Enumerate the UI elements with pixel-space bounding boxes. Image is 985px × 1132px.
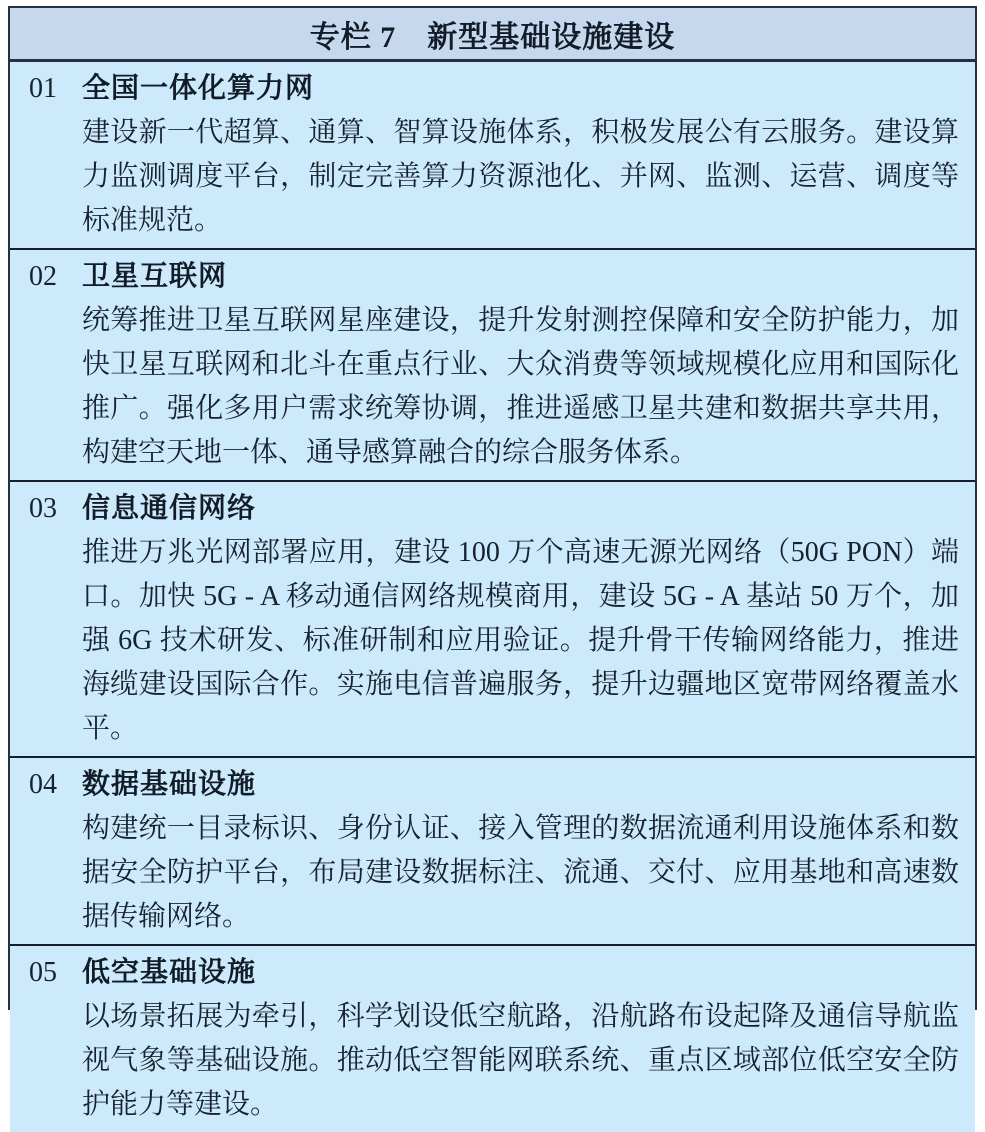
section-body: 建设新一代超算、通算、智算设施体系，积极发展公有云服务。建设算力监测调度平台，制定完善算力资源池化、并网、监测、运营、调度等标准规范。 <box>82 117 959 236</box>
box-title-bar <box>10 8 975 62</box>
section-body: 统筹推进卫星互联网星座建设，提升发射测控保障和安全防护能力，加快卫星互联网和北斗在重点行业、大众消费等领域规模化应用和国际化推广。强化多用户需求统筹协调，推进遥感卫星共建和数据共享共用，构建空天地一体、通导感算融合的综合服务体系。 <box>82 305 959 468</box>
section-body: 推进万兆光网部署应用，建设 100 万个高速无源光网络（50G PON）端口。加快 5G - A 移动通信网络规模商用，建设 5G - A 基站 50 万个，加强 6G 技术研发、标准研制和应用验证。提升骨干传输网络能力，推进海缆建设国际合作。实施电信普遍服务，提升边疆地区宽带网络覆盖水平。 <box>82 537 959 744</box>
section-computing-network <box>10 62 975 250</box>
section-heading: 低空基础设施 <box>82 957 257 988</box>
section-header <box>10 487 975 531</box>
section-header <box>10 951 975 995</box>
section-info-communication-network <box>10 482 975 758</box>
section-body: 以场景拓展为牵引，科学划设低空航路，沿航路布设起降及通信导航监视气象等基础设施。推动低空智能网联系统、重点区域部位低空安全防护能力等建设。 <box>82 1001 959 1120</box>
section-number: 05 <box>29 957 57 988</box>
section-number: 03 <box>29 493 57 524</box>
section-heading: 卫星互联网 <box>82 261 228 292</box>
section-data-infrastructure <box>10 758 975 946</box>
section-header <box>10 255 975 299</box>
infrastructure-box <box>8 6 977 1120</box>
section-low-altitude-infrastructure <box>10 946 975 1132</box>
section-heading: 信息通信网络 <box>82 493 257 524</box>
section-number: 01 <box>29 73 57 104</box>
section-number: 02 <box>29 261 57 292</box>
section-header <box>10 763 975 807</box>
section-number: 04 <box>29 769 57 800</box>
section-heading: 数据基础设施 <box>82 769 257 800</box>
section-body: 构建统一目录标识、身份认证、接入管理的数据流通利用设施体系和数据安全防护平台，布局建设数据标注、流通、交付、应用基地和高速数据传输网络。 <box>82 813 959 932</box>
section-heading: 全国一体化算力网 <box>82 73 315 104</box>
box-title: 专栏 7 新型基础设施建设 <box>309 20 676 54</box>
section-header <box>10 67 975 111</box>
section-satellite-internet <box>10 250 975 482</box>
